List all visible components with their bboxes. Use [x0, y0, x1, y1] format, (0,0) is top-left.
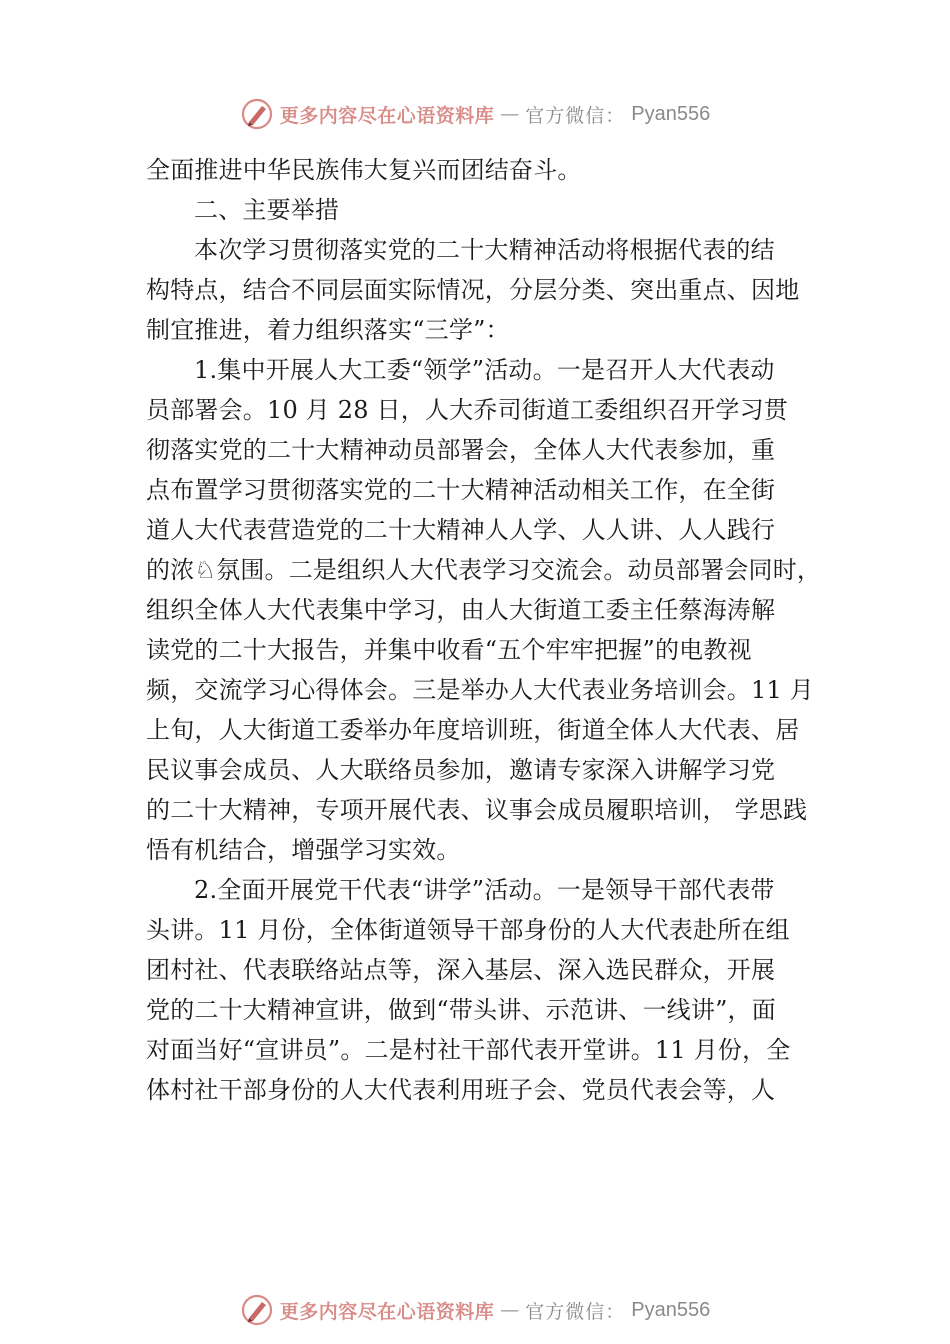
text-line: 对面当好“宣讲员”。二是村社干部代表开堂讲。11 月份，全: [146, 1036, 791, 1064]
text-line: 点布置学习贯彻落实党的二十大精神活动相关工作，在全街: [146, 476, 776, 504]
text-line: 道人大代表营造党的二十大精神人人学、人人讲、人人践行: [146, 516, 776, 544]
text-line: 制宜推进，着力组织落实“三学”：: [146, 316, 510, 344]
watermark-wechat-label: 官方微信：: [525, 104, 626, 127]
watermark-wechat-id: Pyan556: [631, 1298, 711, 1321]
text-line: 的浓♘氛围。二是组织人大代表学习交流会。动员部署会同时，: [146, 556, 822, 584]
document-body: [146, 150, 836, 1110]
text-line: 悟有机结合，增强学习实效。: [146, 836, 461, 864]
text-line: 的二十大精神，专项开展代表、议事会成员履职培训， 学思践: [146, 796, 808, 824]
pen-logo-icon: [240, 97, 274, 131]
text-line: 团村社、代表联络站点等，深入基层、深入选民群众，开展: [146, 956, 776, 984]
footer-watermark: [0, 1290, 950, 1330]
text-line: 员部署会。10 月 28 日，人大乔司街道工委组织召开学习贯: [146, 396, 788, 424]
text-line: 彻落实党的二十大精神动员部署会，全体人大代表参加，重: [146, 436, 776, 464]
watermark-dash: —: [500, 1299, 520, 1321]
text-line: 民议事会成员、人大联络员参加，邀请专家深入讲解学习党: [146, 756, 776, 784]
watermark-site-name: 更多内容尽在心语资料库: [279, 104, 495, 127]
text-line: 构特点，结合不同层面实际情况，分层分类、突出重点、因地: [146, 276, 800, 304]
watermark-site-name: 更多内容尽在心语资料库: [279, 1300, 495, 1323]
text-line: 频，交流学习心得体会。三是举办人大代表业务培训会。11 月: [146, 676, 814, 704]
text-line: 头讲。11 月份，全体街道领导干部身份的人大代表赴所在组: [146, 916, 790, 944]
watermark-wechat-label: 官方微信：: [525, 1300, 626, 1323]
pen-logo-icon: [240, 1293, 274, 1327]
text-line: 读党的二十大报告，并集中收看“五个牢牢把握”的电教视: [146, 636, 752, 664]
text-line: 本次学习贯彻落实党的二十大精神活动将根据代表的结: [194, 236, 775, 264]
text-line: 上旬，人大街道工委举办年度培训班，街道全体人大代表、居: [146, 716, 800, 744]
text-line: 组织全体人大代表集中学习，由人大街道工委主任蔡海涛解: [146, 596, 776, 624]
watermark-wechat-id: Pyan556: [631, 102, 711, 125]
text-line: 党的二十大精神宣讲，做到“带头讲、示范讲、一线讲”，面: [146, 996, 776, 1024]
watermark-dash: —: [500, 103, 520, 125]
text-line: 体村社干部身份的人大代表利用班子会、党员代表会等，人: [146, 1076, 776, 1104]
header-watermark: [0, 94, 950, 134]
text-line: 二、主要举措: [194, 196, 340, 224]
text-line: 2.全面开展党干代表“讲学”活动。一是领导干部代表带: [194, 876, 775, 904]
text-line: 1.集中开展人大工委“领学”活动。一是召开人大代表动: [194, 356, 775, 384]
text-line: 全面推进中华民族伟大复兴而团结奋斗。: [146, 156, 582, 184]
